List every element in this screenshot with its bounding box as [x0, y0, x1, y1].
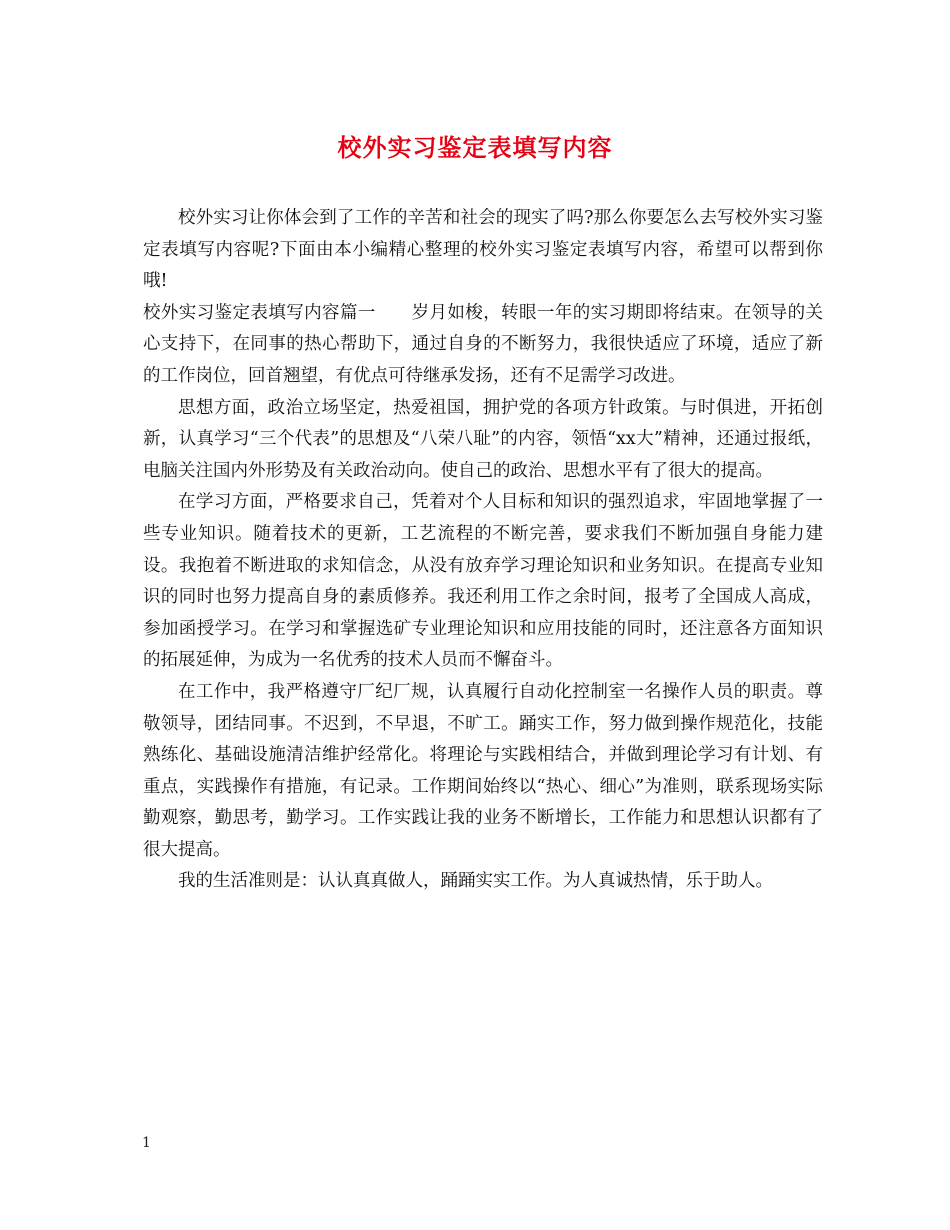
paragraph-intro: 校外实习让你体会到了工作的辛苦和社会的现实了吗?那么你要怎么去写校外实习鉴定表填写内容呢?下面由本小编精心整理的校外实习鉴定表填写内容，希望可以帮到你哦!	[143, 208, 823, 292]
paragraph-work: 在工作中，我严格遵守厂纪厂规，认真履行自动化控制室一名操作人员的职责。尊敬领导，团结同事。不迟到，不早退，不旷工。踊实工作，努力做到操作规范化，技能熟练化、基础设施清洁维护经常化。将理论与实践相结合，并做到理论学习有计划、有重点，实践操作有措施，有记录。工作期间始终以“热心、细心”为准则，联系现场实际勤观察，勤思考，勤学习。工作实践让我的业务不断增长，工作能力和思想认识都有了很大提高。	[143, 681, 823, 860]
paragraph-study: 在学习方面，严格要求自己，凭着对个人目标和知识的强烈追求，牢固地掌握了一些专业知识。随着技术的更新，工艺流程的不断完善，要求我们不断加强自身能力建设。我抱着不断进取的求知信念，从没有放弃学习理论知识和业务知识。在提高专业知识的同时也努力提高自身的素质修养。我还利用工作之余时间，报考了全国成人高成，参加函授学习。在学习和掌握选矿专业理论知识和应用技能的同时，还注意各方面知识的拓展延伸，为成为一名优秀的技术人员而不懈奋斗。	[143, 492, 823, 671]
document-body	[143, 203, 823, 898]
paragraph-ideology: 思想方面，政治立场坚定，热爱祖国，拥护党的各项方针政策。与时俱进，开拓创新，认真学习“三个代表”的思想及“八荣八耻”的内容，领悟“xx大”精神，还通过报纸，电脑关注国内外形势及有关政治动向。使自己的政治、思想水平有了很大的提高。	[143, 397, 823, 481]
paragraph-section-one: 校外实习鉴定表填写内容篇一 岁月如梭，转眼一年的实习期即将结束。在领导的关心支持下，在同事的热心帮助下，通过自身的不断努力，我很快适应了环境，适应了新的工作岗位，回首翘望，有优点可待继承发扬，还有不足需学习改进。	[143, 302, 823, 386]
paragraph-life: 我的生活准则是：认认真真做人，踊踊实实工作。为人真诚热情，乐于助人。	[178, 871, 773, 892]
page-number: 1	[142, 1135, 151, 1151]
document-title: 校外实习鉴定表填写内容	[337, 133, 613, 162]
